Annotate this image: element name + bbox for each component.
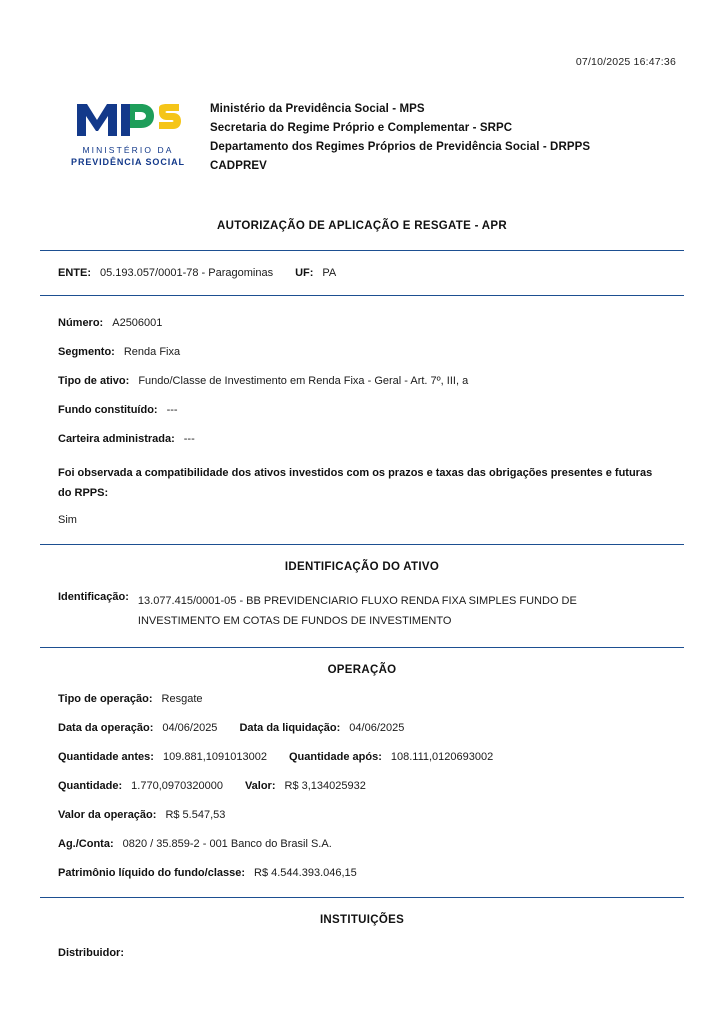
valor-operacao-label: Valor da operação:	[58, 809, 157, 821]
identificacao-value: 13.077.415/0001-05 - BB PREVIDENCIARIO FLUXO RENDA FIXA SIMPLES FUNDO DE INVESTIMENTO EM COTAS DE FUNDOS DE INVESTIMENTO	[137, 595, 577, 627]
quantidade-antes-value: 109.881,1091013002	[162, 751, 267, 763]
org-line-department: Departamento dos Regimes Próprios de Previdência Social - DRPPS	[210, 141, 591, 153]
row-quantidades	[58, 750, 666, 765]
identificacao-label: Identificação:	[58, 591, 129, 603]
mps-logo-icon	[73, 98, 183, 140]
data-liquidacao-label: Data da liquidação:	[239, 722, 341, 734]
data-liquidacao-value: 04/06/2025	[349, 722, 405, 734]
org-line-system: CADPREV	[210, 160, 267, 172]
valor-operacao-value: R$ 5.547,53	[165, 809, 226, 821]
row-segmento	[58, 345, 666, 360]
valor-label: Valor:	[244, 780, 276, 792]
mps-logo	[64, 96, 192, 167]
print-timestamp: 07/10/2025 16:47:36	[575, 56, 676, 68]
carteira-value: ---	[183, 433, 195, 445]
quantidade-value: 1.770,0970320000	[131, 780, 223, 792]
row-patrimonio	[58, 866, 666, 881]
entity-row	[40, 267, 684, 279]
section-title-operation: OPERAÇÃO	[327, 664, 397, 676]
ag-conta-value: 0820 / 35.859-2 - 001 Banco do Brasil S.A.	[122, 838, 332, 850]
numero-value: A2506001	[112, 317, 163, 329]
compatibility-answer: Sim	[58, 514, 77, 526]
tipo-operacao-value: Resgate	[161, 693, 203, 705]
fundo-constituido-label: Fundo constituído:	[58, 404, 158, 416]
compatibility-question: Foi observada a compatibilidade dos ativos investidos com os prazos e taxas das obrigações presentes e futuras do RPPS:	[58, 467, 653, 499]
patrimonio-label: Patrimônio líquido do fundo/classe:	[58, 867, 246, 879]
row-quantidade-valor	[58, 779, 666, 794]
ente-value: 05.193.057/0001-78 - Paragominas	[100, 267, 274, 279]
row-datas	[58, 721, 666, 736]
row-distribuidor	[58, 946, 666, 961]
patrimonio-value: R$ 4.544.393.046,15	[254, 867, 357, 879]
data-operacao-label: Data da operação:	[58, 722, 154, 734]
ag-conta-label: Ag./Conta:	[58, 838, 114, 850]
distribuidor-label: Distribuidor:	[58, 947, 124, 959]
quantidade-label: Quantidade:	[58, 780, 123, 792]
tipo-operacao-label: Tipo de operação:	[58, 693, 153, 705]
organization-block	[210, 96, 590, 176]
numero-label: Número:	[58, 317, 104, 329]
org-line-ministry: Ministério da Previdência Social - MPS	[210, 103, 425, 115]
segmento-value: Renda Fixa	[123, 346, 181, 358]
ente-label: ENTE:	[58, 267, 91, 279]
data-operacao-value: 04/06/2025	[162, 722, 218, 734]
general-info-block	[40, 316, 684, 526]
section-title-asset: IDENTIFICAÇÃO DO ATIVO	[284, 561, 440, 573]
row-numero	[58, 316, 666, 331]
institutions-block	[40, 946, 684, 961]
tipo-ativo-label: Tipo de ativo:	[58, 375, 130, 387]
tipo-ativo-value: Fundo/Classe de Investimento em Renda Fixa - Geral - Art. 7º, III, a	[138, 375, 469, 387]
row-carteira-administrada	[58, 432, 666, 447]
logo-ministry-line: MINISTÉRIO DA	[82, 145, 174, 155]
quantidade-apos-label: Quantidade após:	[288, 751, 382, 763]
page-title: AUTORIZAÇÃO DE APLICAÇÃO E RESGATE - APR	[217, 220, 507, 232]
row-tipo-operacao	[58, 692, 666, 707]
carteira-label: Carteira administrada:	[58, 433, 175, 445]
logo-social-security-line: PREVIDÊNCIA SOCIAL	[71, 157, 185, 167]
uf-value: PA	[322, 267, 337, 279]
valor-value: R$ 3,134025932	[284, 780, 366, 792]
operation-block	[40, 692, 684, 881]
document-header	[40, 0, 684, 176]
quantidade-antes-label: Quantidade antes:	[58, 751, 154, 763]
segmento-label: Segmento:	[58, 346, 115, 358]
section-title-institutions: INSTITUIÇÕES	[319, 914, 405, 926]
quantidade-apos-value: 108.111,0120693002	[390, 751, 494, 763]
fundo-constituido-value: ---	[166, 404, 178, 416]
row-valor-operacao	[58, 808, 666, 823]
row-fundo-constituido	[58, 403, 666, 418]
uf-label: UF:	[295, 267, 314, 279]
row-ag-conta	[58, 837, 666, 852]
row-identificacao	[40, 591, 684, 631]
row-tipo-ativo	[58, 374, 666, 389]
org-line-secretariat: Secretaria do Regime Próprio e Complementar - SRPC	[210, 122, 513, 134]
